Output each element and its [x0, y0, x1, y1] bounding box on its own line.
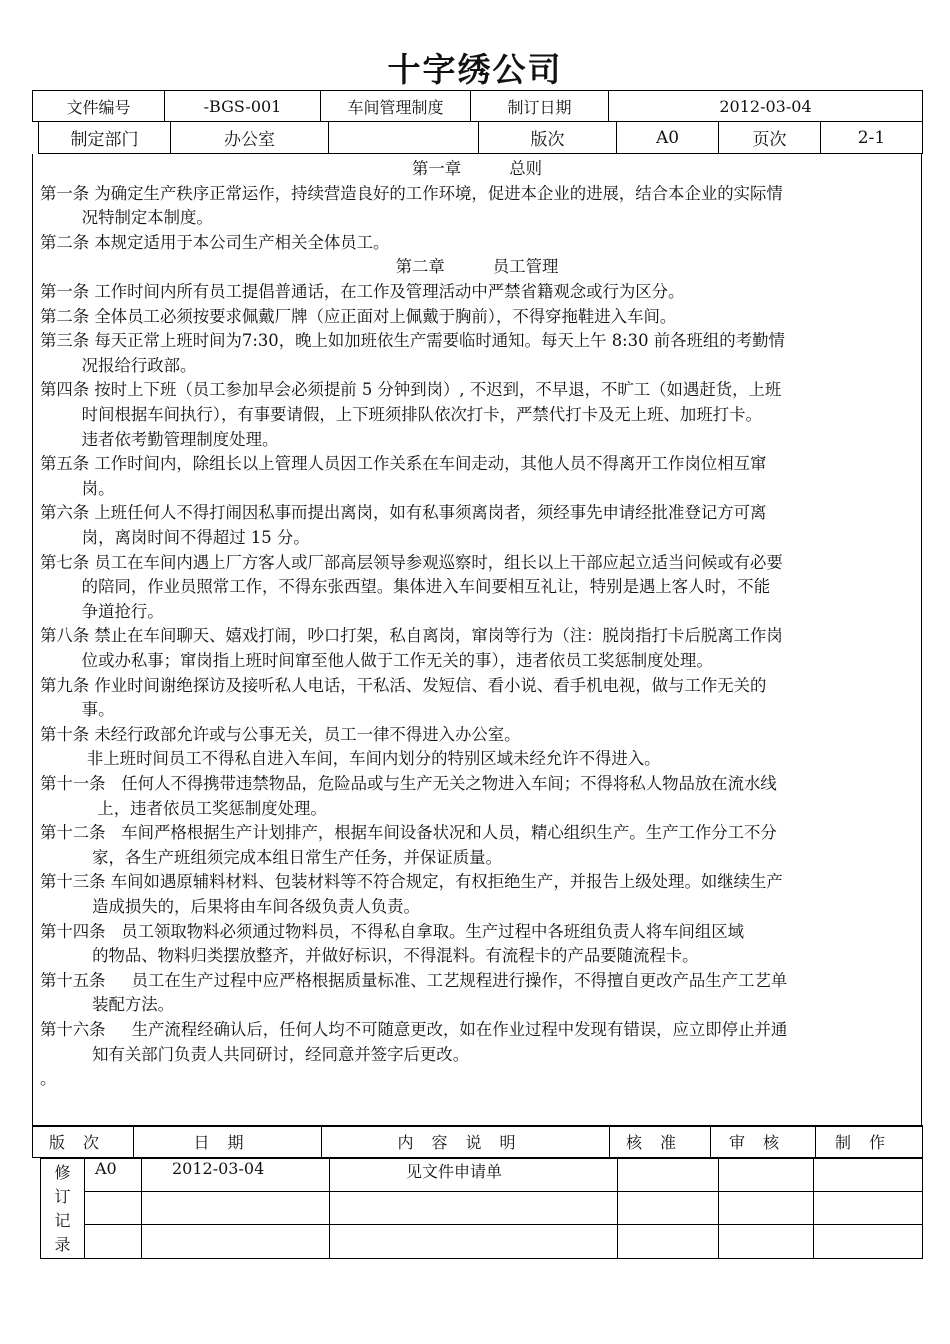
- table-cell: [85, 1225, 142, 1259]
- article-line: 第十四条 员工领取物料必须通过物料员，不得私自拿取。生产过程中各班组负责人将车间组区域: [40, 921, 745, 941]
- article-line: 第十三条 车间如遇原辅料材料、包装材料等不符合规定，有权拒绝生产，并报告上级处理。如继续生产: [40, 872, 783, 892]
- table-cell: [618, 1225, 719, 1259]
- article-line: 的物品、物料归类摆放整齐，并做好标识，不得混料。有流程卡的产品要随流程卡。: [40, 946, 699, 966]
- table-cell: [814, 1225, 923, 1259]
- article-line: 第二条 全体员工必须按要求佩戴厂牌（应正面对上佩戴于胸前），不得穿拖鞋进入车间。: [40, 306, 677, 326]
- doc-number-value: -BGS-001: [165, 91, 321, 122]
- rev-col-version: 版次: [33, 1126, 134, 1158]
- article-line: 第七条 员工在车间内遇上厂方客人或厂部高层领导参观巡察时，组长以上干部应起立适当问候或有必要: [40, 552, 783, 572]
- article-line: 岗。: [40, 478, 115, 498]
- article-line: 第三条 每天正常上班时间为7:30，晚上如加班依生产需要临时通知。每天上午 8:30 前各班组的考勤情: [40, 331, 785, 351]
- table-cell: 见文件申请单: [330, 1159, 618, 1192]
- doc-name: 车间管理制度: [321, 91, 471, 122]
- article-line: 争道抢行。: [40, 601, 164, 621]
- revision-label-char: 记: [54, 1210, 71, 1230]
- table-cell: [719, 1159, 814, 1192]
- revision-header: [32, 1125, 923, 1158]
- revision-label-char: 录: [54, 1234, 71, 1254]
- article-line: 第六条 上班任何人不得打闹因私事而提出离岗，如有私事须离岗者，须经事先申请经批准登记方可离: [40, 503, 767, 523]
- article-line: 第一条 为确定生产秩序正常运作，持续营造良好的工作环境，促进本企业的进展，结合本企业的实际情: [40, 183, 783, 203]
- table-cell: [142, 1192, 330, 1225]
- article-line: 第十六条 生产流程经确认后，任何人均不可随意更改，如在作业过程中发现有错误，应立即停止并通: [40, 1020, 788, 1039]
- table-cell: [814, 1159, 923, 1192]
- issue-date-label: 制订日期: [471, 91, 609, 122]
- department-label: 制定部门: [39, 122, 171, 154]
- article-line: 违者依考勤管理制度处理。: [40, 429, 279, 449]
- chapter-heading: [40, 254, 914, 279]
- table-cell: [719, 1225, 814, 1259]
- header-row-2: [38, 122, 923, 154]
- article-line: 。: [40, 1069, 57, 1089]
- rev-col-approve: 核准: [610, 1126, 711, 1158]
- article-line: 非上班时间员工不得私自进入车间，车间内划分的特别区域未经允许不得进入。: [40, 749, 661, 769]
- header-row-1: [32, 90, 923, 122]
- article-line: 位或办私事；窜岗指上班时间窜至他人做于工作无关的事），违者依员工奖惩制度处理。: [40, 651, 713, 670]
- table-cell: [142, 1225, 330, 1259]
- version-value: A0: [617, 122, 719, 154]
- department-value: 办公室: [171, 122, 329, 154]
- article-line: 装配方法。: [40, 995, 175, 1015]
- article-line: 况报给行政部。: [40, 355, 197, 375]
- chapter-title: 总则: [509, 159, 542, 178]
- chapter-number: 第二章: [395, 257, 445, 277]
- blank-cell: [329, 122, 479, 154]
- article-line: 上，违者依员工奖惩制度处理。: [40, 798, 327, 818]
- article-line: 况特制定本制度。: [40, 208, 213, 228]
- page-label: 页次: [719, 122, 821, 154]
- article-line: 第十条 未经行政部允许或与公事无关，员工一律不得进入办公室。: [40, 724, 521, 744]
- table-cell: [85, 1192, 142, 1225]
- document-title: 十字绣公司: [387, 50, 563, 89]
- rev-col-review: 审核: [711, 1126, 816, 1158]
- article-line: 时间根据车间执行），有事要请假，上下班须排队依次打卡，严禁代打卡及无上班、加班打卡。: [40, 405, 762, 424]
- article-line: 造成损失的，后果将由车间各级负责人负责。: [40, 897, 420, 916]
- doc-number-label: 文件编号: [33, 91, 165, 122]
- table-cell: [719, 1192, 814, 1225]
- rev-col-make: 制作: [816, 1126, 923, 1158]
- article-line: 第一条 工作时间内所有员工提倡普通话，在工作及管理活动中严禁省籍观念或行为区分。: [40, 282, 685, 301]
- table-cell: A0: [85, 1159, 142, 1192]
- table-cell: [330, 1225, 618, 1259]
- chapter-heading: [40, 156, 914, 181]
- table-cell: [618, 1192, 719, 1225]
- article-line: 第十二条 车间严格根据生产计划排产，根据车间设备状况和人员，精心组织生产。生产工作分工不分: [40, 823, 777, 843]
- version-label: 版次: [479, 122, 617, 154]
- article-line: 岗，离岗时间不得超过 15 分。: [40, 528, 310, 547]
- table-cell: [330, 1192, 618, 1225]
- article-line: 第九条 作业时间谢绝探访及接听私人电话，干私活、发短信、看小说、看手机电视，做与工作无关的: [40, 675, 767, 695]
- rev-col-date: 日期: [134, 1126, 322, 1158]
- rev-col-description: 内容说明: [322, 1126, 610, 1158]
- article-line: 第十一条 任何人不得携带违禁物品，危险品或与生产无关之物进入车间；不得将私人物品放在流水线: [40, 774, 777, 793]
- table-cell: 2012-03-04: [142, 1159, 330, 1192]
- article-line: 第四条 按时上下班（员工参加早会必须提前 5 分钟到岗）, 不迟到，不早退，不旷工（如遇赶货，上班: [40, 380, 782, 400]
- article-line: 第五条 工作时间内，除组长以上管理人员因工作关系在车间走动，其他人员不得离开工作岗位相互窜: [40, 454, 767, 474]
- article-line: 家，各生产班组须完成本组日常生产任务，并保证质量。: [40, 847, 502, 867]
- article-line: 的陪同，作业员照常工作，不得东张西望。集体进入车间要相互礼让，特别是遇上客人时，不能: [40, 577, 771, 597]
- article-line: 第八条 禁止在车间聊天、嬉戏打闹，吵口打架，私自离岗，窜岗等行为（注：脱岗指打卡后脱离工作岗: [40, 626, 783, 646]
- issue-date-value: 2012-03-04: [609, 91, 923, 122]
- article-line: 第二条 本规定适用于本公司生产相关全体员工。: [40, 232, 390, 252]
- revision-label-char: 修: [54, 1162, 71, 1182]
- revision-record: [40, 1158, 923, 1259]
- chapter-number: 第一章: [412, 159, 462, 178]
- table-cell: [618, 1159, 719, 1192]
- revision-record-label: [41, 1159, 85, 1259]
- article-line: 知有关部门负责人共同研讨，经同意并签字后更改。: [40, 1044, 470, 1064]
- chapter-title: 员工管理: [492, 257, 559, 277]
- article-line: 第十五条 员工在生产过程中应严格根据质量标准、工艺规程进行操作，不得擅自更改产品生产工艺单: [40, 970, 788, 990]
- revision-label-char: 订: [54, 1186, 71, 1206]
- page-value: 2-1: [821, 122, 923, 154]
- article-line: 事。: [40, 700, 115, 720]
- table-cell: [814, 1192, 923, 1225]
